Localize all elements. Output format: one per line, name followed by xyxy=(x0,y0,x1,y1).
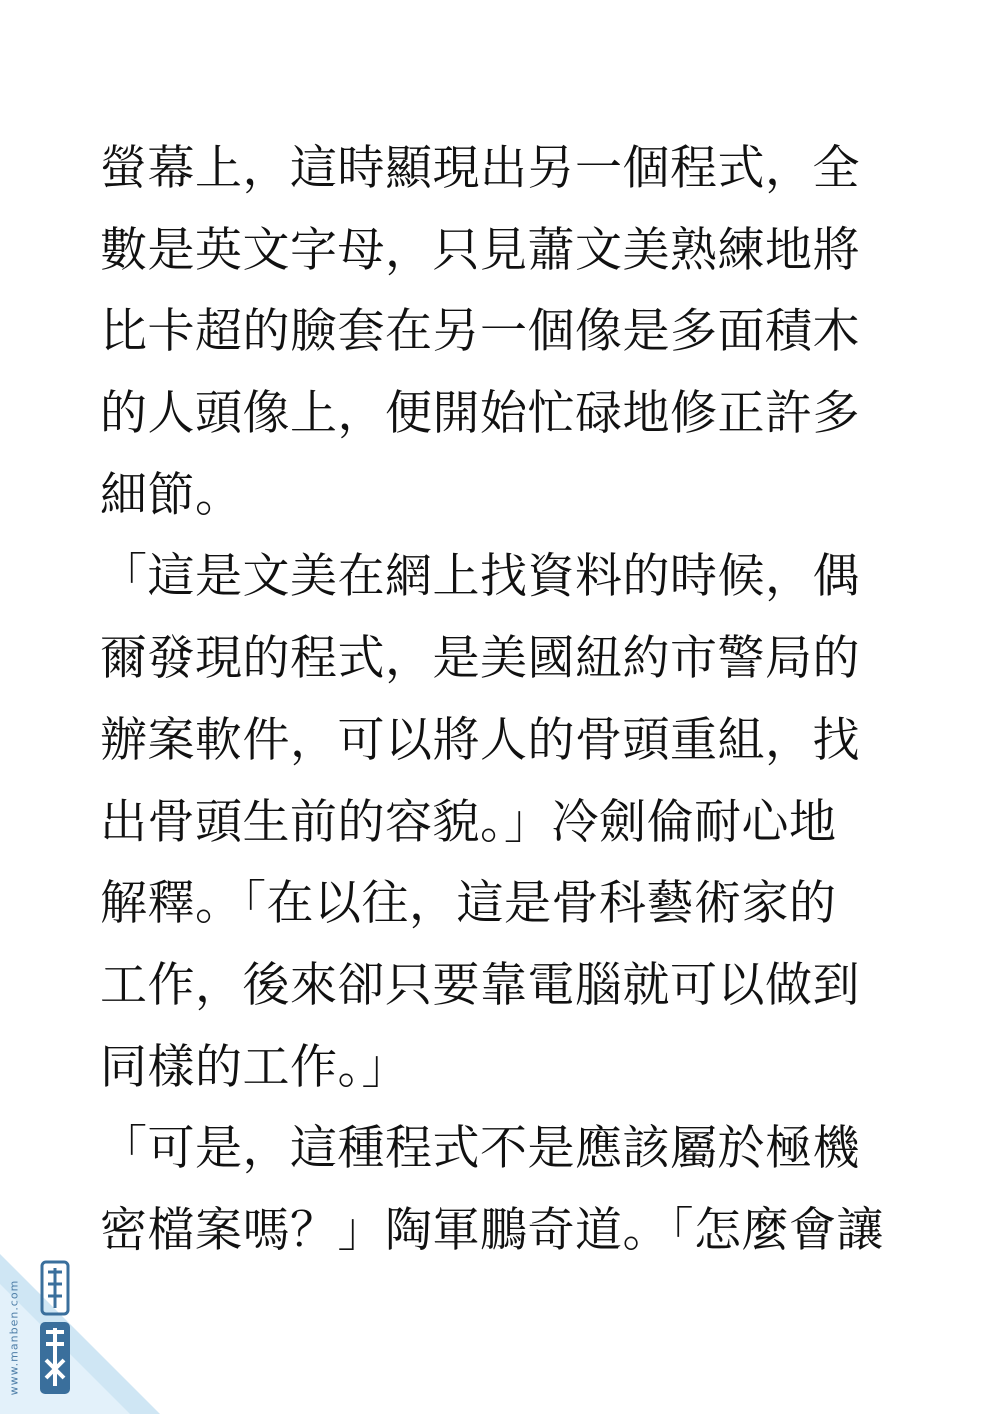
text-line: 同樣的工作。」 xyxy=(100,1039,409,1095)
text-line: 出骨頭生前的容貌。」冷劍倫耐心地 xyxy=(100,794,837,850)
text-line: 「可是，這種程式不是應該屬於極機 xyxy=(100,1121,860,1177)
text-line: 辦案軟件，可以將人的骨頭重組，找 xyxy=(100,712,860,768)
text-line: 「這是文美在網上找資料的時候，偶 xyxy=(100,549,860,605)
text-line: 爾發現的程式，是美國紐約市警局的 xyxy=(100,631,860,687)
watermark xyxy=(0,1254,160,1414)
text-line: 螢幕上，這時顯現出另一個程式，全 xyxy=(100,141,860,196)
watermark-url: www.manben.com xyxy=(7,1279,21,1396)
body-text xyxy=(100,128,900,1272)
text-line: 工作，後來卻只要靠電腦就可以做到 xyxy=(100,957,860,1013)
text-line: 解釋。「在以往，這是骨科藝術家的 xyxy=(100,876,837,932)
text-line: 比卡超的臉套在另一個像是多面積木 xyxy=(100,304,860,360)
text-line: 細節。 xyxy=(100,467,243,523)
text-line: 的人頭像上，便開始忙碌地修正許多 xyxy=(100,386,860,442)
text-line: 密檔案嗎？」陶軍鵬奇道。「怎麼會讓 xyxy=(100,1202,884,1258)
text-line: 數是英文字母，只見蕭文美熟練地將 xyxy=(100,222,860,278)
